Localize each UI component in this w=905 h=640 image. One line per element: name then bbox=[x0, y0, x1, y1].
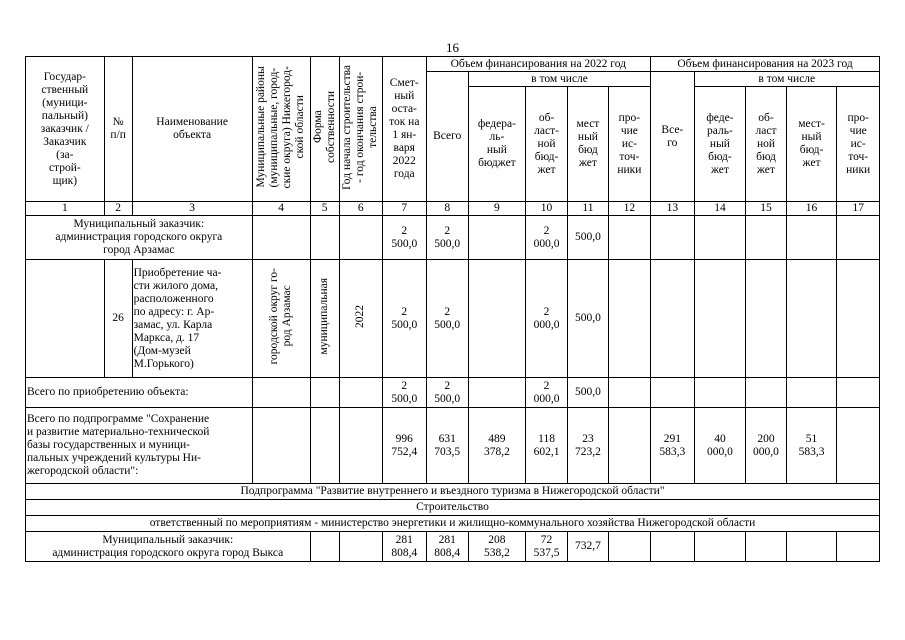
object-years bbox=[339, 260, 382, 378]
empty-cell bbox=[651, 532, 694, 562]
header-fin-2023: Объем финансирования на 2023 год bbox=[651, 57, 880, 72]
empty-cell bbox=[310, 532, 339, 562]
header-estimate: Смет- ный оста- ток на 1 ян- варя 2022 года bbox=[383, 57, 426, 202]
header-districts bbox=[252, 57, 310, 202]
column-number: 11 bbox=[568, 202, 608, 216]
header-federal-2023: феде- раль- ный бюд- жет bbox=[694, 87, 746, 202]
column-number: 12 bbox=[608, 202, 650, 216]
empty-cell bbox=[837, 532, 880, 562]
total-2022-value: 631 703,5 bbox=[426, 408, 468, 484]
empty-cell bbox=[837, 408, 880, 484]
column-number: 10 bbox=[525, 202, 567, 216]
table-row bbox=[26, 516, 880, 532]
empty-cell bbox=[837, 260, 880, 378]
header-regional-2023: об- ласт ной бюд жет bbox=[746, 87, 786, 202]
column-number: 9 bbox=[468, 202, 525, 216]
table-row bbox=[26, 500, 880, 516]
total-2022-value: 2 500,0 bbox=[426, 378, 468, 408]
regional-2022-value: 72 537,5 bbox=[525, 532, 567, 562]
local-2022-value: 500,0 bbox=[568, 378, 608, 408]
empty-cell bbox=[252, 378, 310, 408]
empty-cell bbox=[837, 216, 880, 260]
header-total-2023: Все- го bbox=[651, 72, 694, 202]
empty-cell bbox=[694, 378, 746, 408]
table-row bbox=[26, 260, 880, 378]
header-object-name: Наименование объекта bbox=[132, 57, 252, 202]
empty-cell bbox=[26, 260, 105, 378]
local-2022-value: 732,7 bbox=[568, 532, 608, 562]
empty-cell bbox=[694, 260, 746, 378]
federal-2023-value: 40 000,0 bbox=[694, 408, 746, 484]
column-number: 3 bbox=[132, 202, 252, 216]
empty-cell bbox=[746, 260, 786, 378]
estimate-value: 996 752,4 bbox=[383, 408, 426, 484]
empty-cell bbox=[468, 260, 525, 378]
estimate-value: 2 500,0 bbox=[383, 378, 426, 408]
regional-2022-value: 2 000,0 bbox=[525, 216, 567, 260]
column-number: 6 bbox=[339, 202, 382, 216]
header-ownership-text: Форма собственности bbox=[311, 91, 337, 163]
column-number: 2 bbox=[104, 202, 132, 216]
empty-cell bbox=[608, 378, 650, 408]
column-numbers-row bbox=[26, 202, 880, 216]
empty-cell bbox=[786, 260, 837, 378]
total-2022-value: 2 500,0 bbox=[426, 260, 468, 378]
empty-cell bbox=[786, 378, 837, 408]
object-district bbox=[252, 260, 310, 378]
total-2023-value: 291 583,3 bbox=[651, 408, 694, 484]
object-ownership-text: муниципальная bbox=[318, 278, 331, 355]
empty-cell bbox=[608, 408, 650, 484]
header-other-2023: про- чие ис- точ- ники bbox=[837, 87, 880, 202]
local-2022-value: 500,0 bbox=[568, 260, 608, 378]
empty-cell bbox=[746, 378, 786, 408]
column-number: 14 bbox=[694, 202, 746, 216]
header-years bbox=[339, 57, 382, 202]
header-ownership bbox=[310, 57, 339, 202]
empty-cell bbox=[310, 408, 339, 484]
table-row bbox=[26, 408, 880, 484]
empty-cell bbox=[786, 216, 837, 260]
empty-cell bbox=[608, 260, 650, 378]
empty-cell bbox=[651, 260, 694, 378]
table-row bbox=[26, 216, 880, 260]
total-2022-value: 281 808,4 bbox=[426, 532, 468, 562]
responsible-heading: ответственный по мероприятиям - министерство энергетики и жилищно-коммунального хозяйства Нижегородской области bbox=[26, 516, 880, 532]
empty-cell bbox=[310, 378, 339, 408]
header-regional-2022: об- ласт- ной бюд- жет bbox=[525, 87, 567, 202]
acquisition-total-label: Всего по приобретению объекта: bbox=[26, 378, 253, 408]
local-2022-value: 500,0 bbox=[568, 216, 608, 260]
empty-cell bbox=[468, 378, 525, 408]
column-number: 1 bbox=[26, 202, 105, 216]
regional-2022-value: 2 000,0 bbox=[525, 260, 567, 378]
empty-cell bbox=[694, 216, 746, 260]
header-including-2023: в том числе bbox=[694, 72, 879, 87]
column-number: 15 bbox=[746, 202, 786, 216]
financing-table bbox=[25, 56, 880, 562]
header-local-2022: мест ный бюд жет bbox=[568, 87, 608, 202]
regional-2022-value: 118 602,1 bbox=[525, 408, 567, 484]
regional-2023-value: 200 000,0 bbox=[746, 408, 786, 484]
federal-2022-value: 208 538,2 bbox=[468, 532, 525, 562]
column-number: 8 bbox=[426, 202, 468, 216]
empty-cell bbox=[468, 216, 525, 260]
object-ownership bbox=[310, 260, 339, 378]
empty-cell bbox=[310, 216, 339, 260]
subprogram-total-label: Всего по подпрограмме "Сохранение и развитие материально-технической базы государственных и муници- пальных учреждений культуры Ни- жегородской области": bbox=[26, 408, 253, 484]
empty-cell bbox=[746, 216, 786, 260]
header-fin-2022: Объем финансирования на 2022 год bbox=[426, 57, 651, 72]
local-2022-value: 23 723,2 bbox=[568, 408, 608, 484]
column-number: 7 bbox=[383, 202, 426, 216]
column-number: 17 bbox=[837, 202, 880, 216]
empty-cell bbox=[339, 216, 382, 260]
empty-cell bbox=[339, 532, 382, 562]
empty-cell bbox=[608, 532, 650, 562]
section-heading: Строительство bbox=[26, 500, 880, 516]
header-other-2022: про- чие ис- точ- ники bbox=[608, 87, 650, 202]
header-districts-text: Муниципальные районы (муниципальные, город- ские округа) Нижегород- ской области bbox=[255, 65, 307, 189]
regional-2022-value: 2 000,0 bbox=[525, 378, 567, 408]
empty-cell bbox=[252, 408, 310, 484]
total-2022-value: 2 500,0 bbox=[426, 216, 468, 260]
customer-label: Муниципальный заказчик: администрация городского округа город Выкса bbox=[26, 532, 311, 562]
empty-cell bbox=[837, 378, 880, 408]
column-number: 5 bbox=[310, 202, 339, 216]
local-2023-value: 51 583,3 bbox=[786, 408, 837, 484]
subprogram-heading: Подпрограмма "Развитие внутреннего и въездного туризма в Нижегородской области" bbox=[26, 484, 880, 500]
table-row bbox=[26, 378, 880, 408]
empty-cell bbox=[746, 532, 786, 562]
empty-cell bbox=[786, 532, 837, 562]
empty-cell bbox=[651, 216, 694, 260]
estimate-value: 281 808,4 bbox=[383, 532, 426, 562]
header-years-text: Год начала строительства - год окончания строи- тельства bbox=[341, 64, 380, 190]
federal-2022-value: 489 378,2 bbox=[468, 408, 525, 484]
empty-cell bbox=[339, 378, 382, 408]
customer-label: Муниципальный заказчик: администрация городского округа город Арзамас bbox=[26, 216, 253, 260]
column-number: 13 bbox=[651, 202, 694, 216]
empty-cell bbox=[694, 532, 746, 562]
empty-cell bbox=[651, 378, 694, 408]
empty-cell bbox=[252, 216, 310, 260]
empty-cell bbox=[339, 408, 382, 484]
estimate-value: 2 500,0 bbox=[383, 216, 426, 260]
estimate-value: 2 500,0 bbox=[383, 260, 426, 378]
header-row bbox=[26, 57, 880, 72]
header-including-2022: в том числе bbox=[468, 72, 650, 87]
table-row bbox=[26, 532, 880, 562]
table-row bbox=[26, 484, 880, 500]
column-number: 16 bbox=[786, 202, 837, 216]
object-name: Приобретение ча- сти жилого дома, расположенного по адресу: г. Ар- замас, ул. Карла Маркса, д. 17 (Дом-музей М.Горького) bbox=[132, 260, 252, 378]
object-district-text: городской округ го- род Арзамас bbox=[268, 268, 294, 365]
empty-cell bbox=[608, 216, 650, 260]
object-number: 26 bbox=[104, 260, 132, 378]
header-federal-2022: федера- ль- ный бюджет bbox=[468, 87, 525, 202]
header-local-2023: мест- ный бюд- жет bbox=[786, 87, 837, 202]
page-number: 16 bbox=[446, 40, 459, 55]
header-customer: Государ- ственный (муници- пальный) заказчик / Заказчик (за- строй- щик) bbox=[26, 57, 105, 202]
header-number: № п/п bbox=[104, 57, 132, 202]
object-years-text: 2022 bbox=[354, 305, 367, 328]
header-total-2022: Всего bbox=[426, 72, 468, 202]
column-number: 4 bbox=[252, 202, 310, 216]
